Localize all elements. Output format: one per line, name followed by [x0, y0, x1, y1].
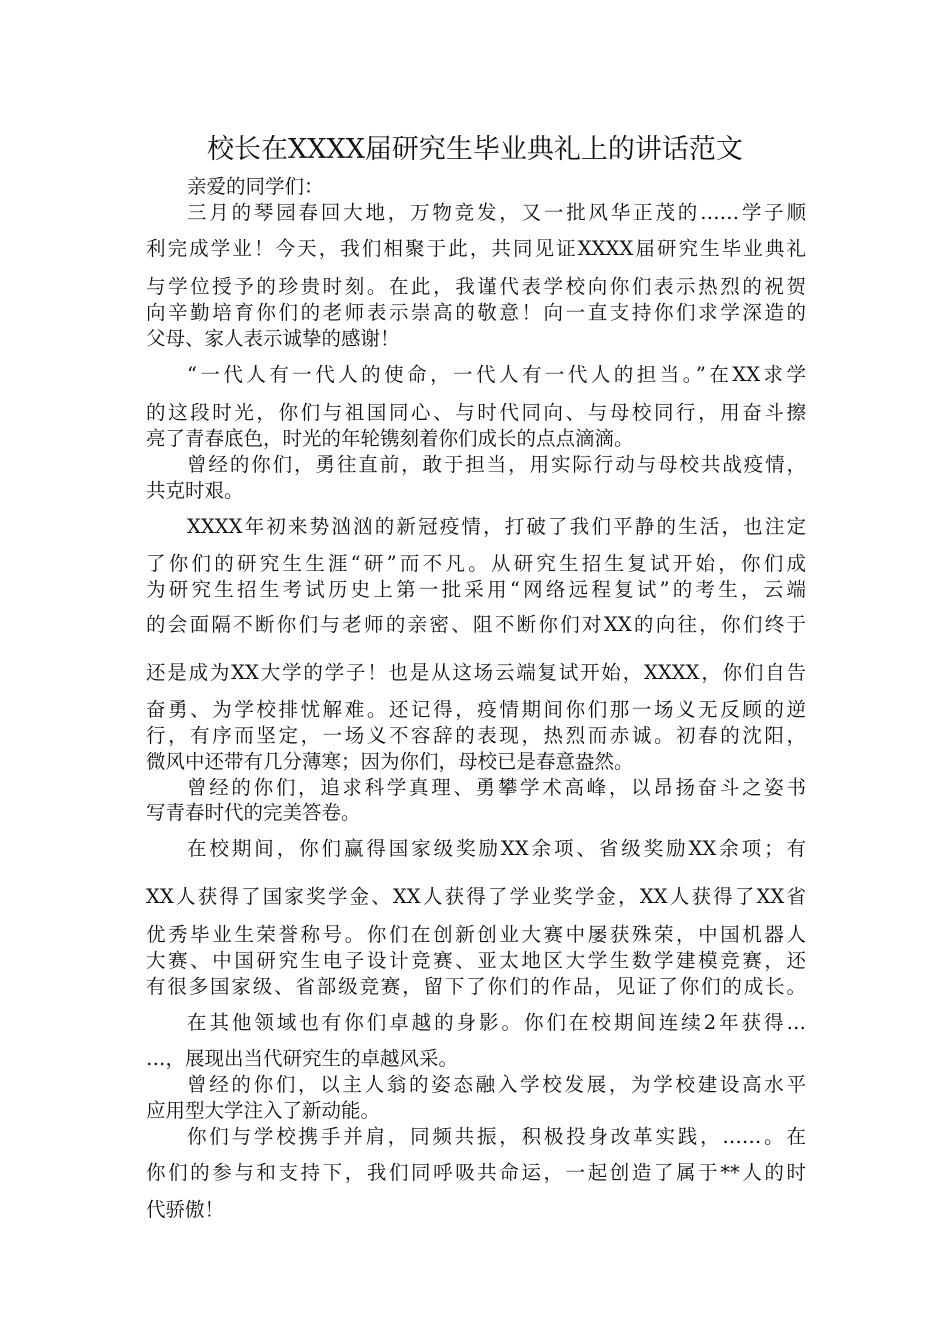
- paragraph-line: 优秀毕业生荣誉称号。你们在创新创业大赛中屡获殊荣，中国机器人: [146, 923, 806, 946]
- paragraph-line: 与学位授予的珍贵时刻。在此，我谨代表学校向你们表示热烈的祝贺: [146, 275, 806, 298]
- document-title: 校长在XXXX届研究生毕业典礼上的讲话范文: [207, 134, 743, 165]
- paragraph-line: 曾经的你们，追求科学真理、勇攀学术高峰，以昂扬奋斗之姿书: [187, 776, 806, 799]
- paragraph-line: 的这段时光，你们与祖国同心、与时代同向、与母校同行，用奋斗擦: [146, 401, 806, 424]
- paragraph-line: 的会面隔不断你们与老师的亲密、阻不断你们对XX的向往，你们终于: [146, 613, 806, 636]
- paragraph-line: 奋勇、为学校排忧解难。还记得，疫情期间你们那一场义无反顾的逆: [146, 698, 806, 721]
- paragraph-line: 在校期间，你们赢得国家级奖励XX余项、省级奖励XX余项；有: [187, 837, 806, 860]
- paragraph-line: 你们与学校携手并肩，同频共振，积极投身改革实践，……。在: [187, 1125, 806, 1148]
- paragraph-line: 父母、家人表示诚挚的感谢！: [146, 327, 400, 350]
- paragraph-line: 三月的琴园春回大地，万物竞发，又一批风华正茂的……学子顺: [187, 201, 806, 224]
- paragraph-line: …，展现出当代研究生的卓越风采。: [146, 1047, 459, 1070]
- paragraph-line: 了你们的研究生生涯“研”而不凡。从研究生招生复试开始，你们成: [146, 552, 806, 575]
- paragraph-line: 向辛勤培育你们的老师表示崇高的敬意！向一直支持你们求学深造的: [146, 301, 806, 324]
- paragraph-line: 行，有序而坚定，一场义不容辞的表现，热烈而赤诚。初春的沈阳，: [146, 724, 806, 747]
- paragraph-line: 亮了青春底色，时光的年轮镌刻着你们成长的点点滴滴。: [146, 427, 634, 450]
- paragraph-line: 为研究生招生考试历史上第一批采用“网络远程复试”的考生，云端: [146, 578, 806, 601]
- paragraph-line: 曾经的你们，勇往直前，敢于担当，用实际行动与母校共战疫情，: [187, 453, 806, 476]
- paragraph-line: XX人获得了国家奖学金、XX人获得了学业奖学金，XX人获得了XX省: [146, 885, 806, 908]
- paragraph-line: 利完成学业！今天，我们相聚于此，共同见证XXXX届研究生毕业典礼: [146, 237, 806, 260]
- paragraph-line: 还是成为XX大学的学子！也是从这场云端复试开始，XXXX，你们自告: [146, 661, 806, 684]
- paragraph-line: 共克时艰。: [146, 479, 244, 502]
- paragraph-line: 曾经的你们，以主人翁的姿态融入学校发展，为学校建设高水平: [187, 1073, 806, 1096]
- paragraph-line: 有很多国家级、省部级竞赛，留下了你们的作品，见证了你们的成长。: [146, 975, 806, 998]
- paragraph-line: 写青春时代的完美答卷。: [146, 801, 361, 824]
- paragraph-line: “一代人有一代人的使命，一代人有一代人的担当。”在XX求学: [187, 363, 806, 386]
- paragraph-line: 代骄傲！: [146, 1198, 225, 1221]
- paragraph-line: 你们的参与和支持下，我们同呼吸共命运，一起创造了属于**人的时: [146, 1161, 806, 1184]
- paragraph-line: 大赛、中国研究生电子设计竞赛、亚太地区大学生数学建模竞赛，还: [146, 949, 806, 972]
- salutation: 亲爱的同学们：: [187, 175, 324, 198]
- paragraph-line: 在其他领域也有你们卓越的身影。你们在校期间连续2年获得…: [187, 1011, 806, 1034]
- paragraph-line: XXXX年初来势汹汹的新冠疫情，打破了我们平静的生活，也注定: [187, 515, 806, 538]
- paragraph-line: 微风中还带有几分薄寒；因为你们，母校已是春意盎然。: [146, 750, 634, 773]
- paragraph-line: 应用型大学注入了新动能。: [146, 1099, 381, 1122]
